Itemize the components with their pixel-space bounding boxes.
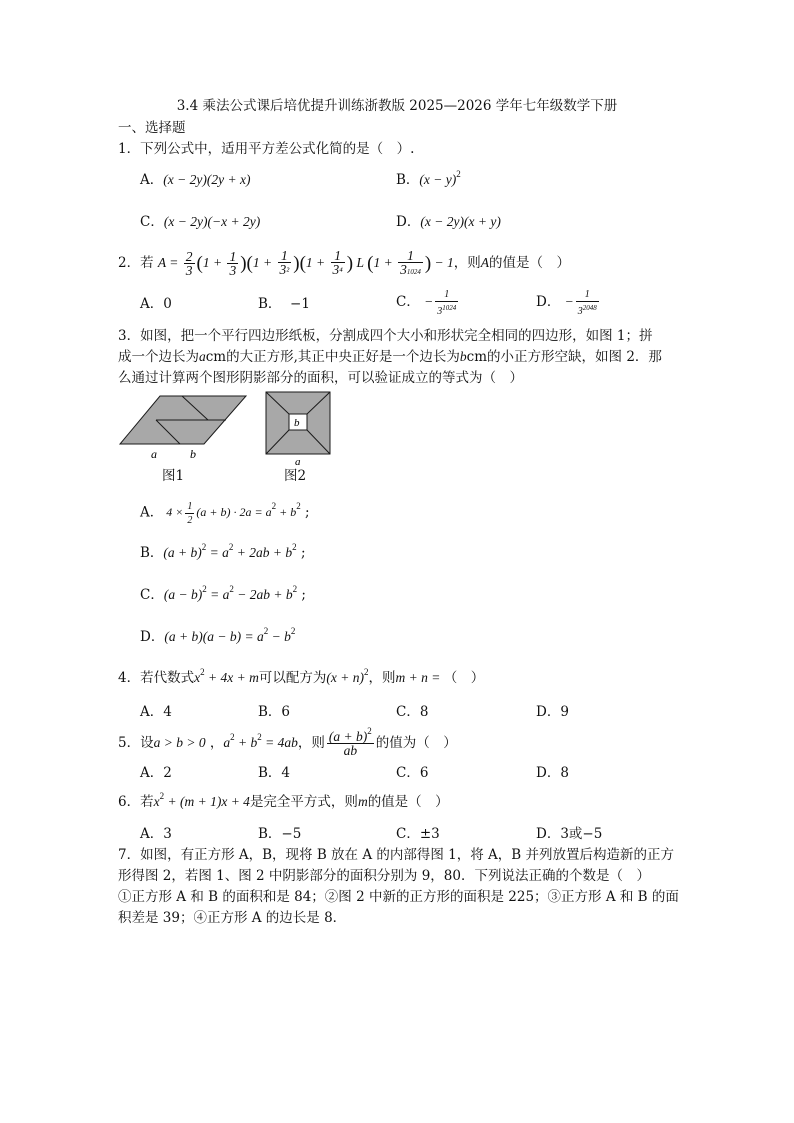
page-title: 3.4 乘法公式课后培优提升训练浙教版 2025—2026 学年七年级数学下册: [176, 98, 618, 114]
question-3-line3: 么通过计算两个图形阴影部分的面积，可以验证成立的等式为（ ）: [118, 370, 523, 386]
question-3-line1: 3．如图，把一个平行四边形纸板，分割成四个大小和形状完全相同的四边形，如图 1；拼: [118, 328, 653, 344]
fig1-label-a: a: [151, 447, 157, 461]
figure-2-square: [264, 390, 334, 466]
worksheet-page: 3.4 乘法公式课后培优提升训练浙教版 2025—2026 学年七年级数学下册 一、选择题 1．下列公式中，适用平方差公式化简的是（ ）. A．(x − 2y)(2y + x) B．$(x - y)^2$ C．(x − 2y)(−x + 2y) D．(x − 2y)(x + y) 2．若 A = $\frac{2}{3}$ (1 + $\frac{1}{3}$ )(1 + $\frac{1}{\text{3²}}$ )(1 + $\frac{1}{\text{3⁴}}$ ) L (1 + $\frac{1}{31024}$ ) − 1，则A的值是（ ） A．0 B． −1 C． − $\frac{1}{3^{1024}}$ D． − $\frac{1}{3^{2048}}$ 3．如图，把一个平行四边形纸板，分割成四个大小和形状完全相同的四边形，如图 1；拼 成一个边长为acm的大正方形,其正中央正好是一个边长为bcm的小正方形空缺，如图 2．那 么通过计算两个图形阴影部分的面积，可以验证成立的等式为（ ） a b 图1 b a 图2 A． 4 × $\frac{1}{2}$ $(a + b) \cdot 2a = a^2 + b^2$ ; B．$(a + b)^2 = a^2 + 2ab + b^2$ ; C．$(a - b)^2 = a^2 - 2ab + b^2$ ; D．$(a + b)(a - b) = a^2 - b^2$ 4．若代数式$x^2 + 4x + m$可以配方为$(x + n)^2$，则m + n = （ ） A．4 B．6 C．8 D．9 5．设a > b > 0 ，$a^2 + b^2 = 4ab$，则 $\frac{(a + b)^2}{ab}$ 的值为（ ） A．2 B．4 C．6 D．8 6．若$x^2 + (m + 1)x + 4$是完全平方式，则m的值是（ ） A．3 B．−5 C．±3 D．3或−5 7．如图，有正方形 A，B，现将 B 放在 A 的内部得图 1，将 A，B 并列放置后构造新的正方 形得图 2，若图 1、图 2 中阴影部分的面积分别为 9，80．下列说法正确的个数是（ ） ①正方形 A 和 B 的面积和是 84；②图 2 中新的正方形的面积是 225；③正方形 A 和 B 的面 积差是 39；④正方形 A 的边长是 8．: [0, 0, 794, 1123]
fig2-label-b: b: [294, 417, 300, 429]
question-6-stem: 6．若$x^2 + (m + 1)x + 4$是完全平方式，则m的值是（ ）: [118, 791, 449, 810]
q6-option-b: B．−5: [258, 826, 302, 842]
q5-option-c: C．6: [396, 765, 429, 781]
section-heading: 一、选择题: [118, 120, 186, 136]
question-7-line2: 形得图 2，若图 1、图 2 中阴影部分的面积分别为 9，80．下列说法正确的个数是（ ）: [118, 868, 650, 884]
q2-option-a: A．0: [140, 296, 172, 312]
fig2-label-a: a: [295, 456, 301, 466]
question-7-line4: 积差是 39；④正方形 A 的边长是 8．: [118, 910, 347, 926]
figure-1-parallelogram: [118, 392, 250, 462]
q4-option-c: C．8: [396, 704, 429, 720]
fig1-label-b: b: [190, 447, 196, 461]
q6-option-c: C．±3: [396, 826, 440, 842]
q5-option-a: A．2: [140, 765, 172, 781]
q5-option-b: B．4: [258, 765, 291, 781]
q5-option-d: D．8: [536, 765, 569, 781]
question-4-stem: 4．若代数式$x^2 + 4x + m$可以配方为$(x + n)^2$，则m + n = （ ）: [118, 667, 485, 686]
q4-option-b: B．6: [258, 704, 291, 720]
q6-option-a: A．3: [140, 826, 172, 842]
q4-option-d: D．9: [536, 704, 569, 720]
q1-option-d: D．(x − 2y)(x + y): [396, 214, 501, 230]
q2-option-d: D． − $\frac{1}{3^{2048}}$: [536, 289, 597, 317]
question-1-stem: 1．下列公式中，适用平方差公式化简的是（ ）.: [118, 141, 415, 157]
q2-option-c: C． − $\frac{1}{3^{1024}}$: [396, 289, 457, 317]
q1-option-a: A．(x − 2y)(2y + x): [140, 172, 251, 188]
figure-2-caption: 图2: [284, 468, 307, 484]
question-2-stem: 2．若 A = $\frac{2}{3}$ (1 + $\frac{1}{3}$ )(1 + $\frac{1}{\text{3²}}$ )(1 + $\frac{1}{\text{3⁴}}$ ) L (1 + $\frac{1}{31024}$ ) − 1，则A的值是（ ）: [118, 247, 571, 279]
question-7-line1: 7．如图，有正方形 A，B，现将 B 放在 A 的内部得图 1，将 A，B 并列放置后构造新的正方: [118, 847, 675, 863]
q2-option-b: B． −1: [258, 296, 310, 312]
question-3-line2: 成一个边长为acm的大正方形,其正中央正好是一个边长为bcm的小正方形空缺，如图 2．那: [118, 349, 662, 365]
q1-option-c: C．(x − 2y)(−x + 2y): [140, 214, 261, 230]
question-7-line3: ①正方形 A 和 B 的面积和是 84；②图 2 中新的正方形的面积是 225；③正方形 A 和 B 的面: [118, 889, 679, 905]
q1-option-b: B．$(x - y)^2$: [396, 169, 461, 188]
figure-1-caption: 图1: [162, 468, 185, 484]
q6-option-d: D．3或−5: [536, 826, 603, 842]
q4-option-a: A．4: [140, 704, 172, 720]
question-5-stem: 5．设a > b > 0 ，$a^2 + b^2 = 4ab$，则 $\frac{(a + b)^2}{ab}$ 的值为（ ）: [118, 726, 457, 759]
